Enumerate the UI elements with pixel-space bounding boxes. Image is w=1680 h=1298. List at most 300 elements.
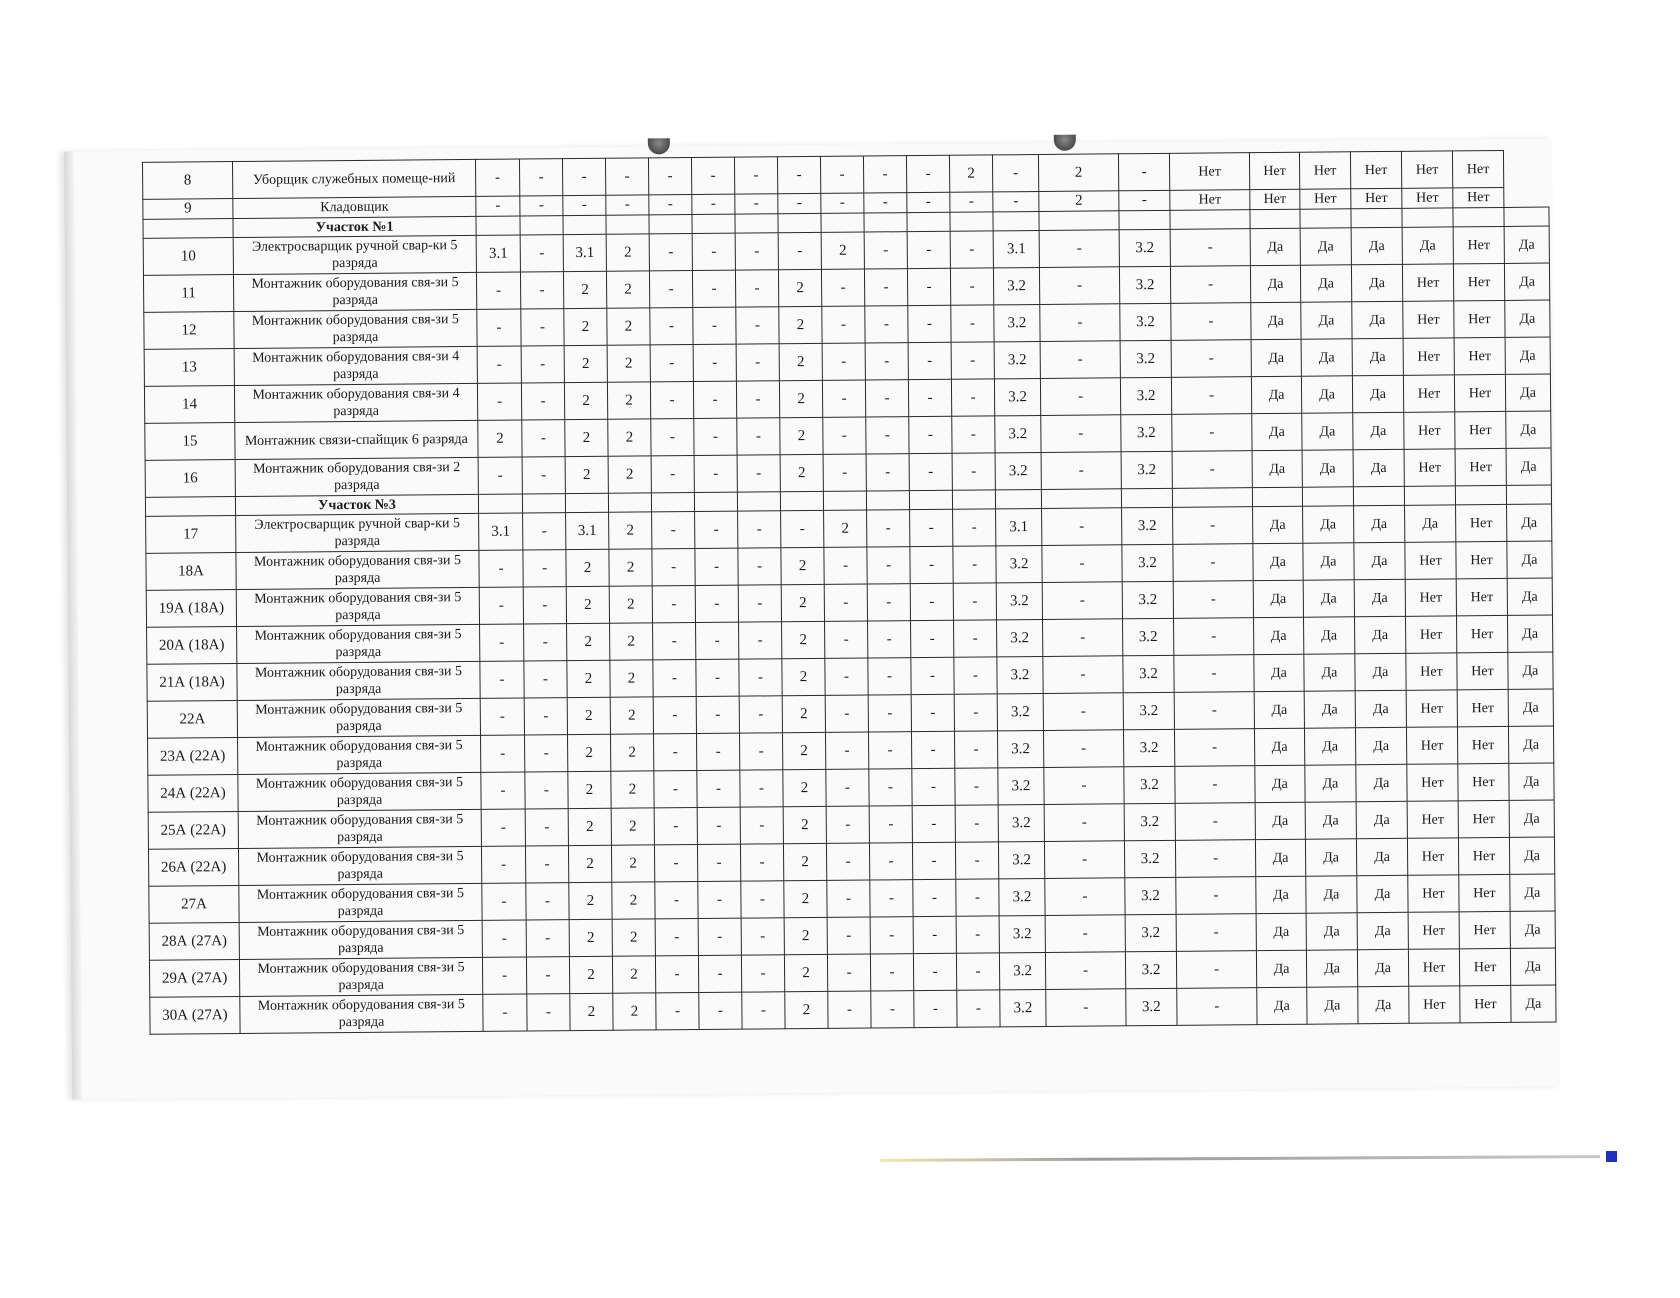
factor-class-cell: 3.2	[1121, 451, 1172, 488]
factor-class-cell: -	[912, 805, 955, 842]
factor-class-cell: -	[738, 585, 781, 622]
factor-class-cell: -	[1171, 340, 1251, 378]
factor-class-cell: -	[521, 346, 564, 383]
yes-no-cell: Да	[1508, 726, 1553, 763]
empty-cell	[1455, 485, 1506, 504]
empty-cell	[866, 491, 909, 510]
empty-cell	[1351, 208, 1402, 227]
yes-no-cell: Нет	[1455, 411, 1506, 448]
position-name: Монтажник оборудования свя-зи 5 разряда	[239, 883, 482, 922]
factor-class-cell: -	[525, 735, 568, 772]
empty-cell	[478, 494, 522, 513]
yes-no-cell: Да	[1356, 838, 1407, 875]
factor-class-cell: 3.2	[1125, 914, 1176, 951]
factor-class-cell: -	[908, 379, 951, 416]
factor-class-cell: 2	[609, 549, 652, 586]
factor-class-cell: 2	[566, 586, 609, 623]
yes-no-cell: Да	[1257, 987, 1307, 1024]
factor-class-cell: -	[479, 550, 523, 587]
factor-class-cell: -	[909, 416, 952, 453]
yes-no-cell: Нет	[1458, 800, 1509, 837]
factor-class-cell: -	[735, 233, 778, 270]
factor-class-cell: -	[693, 344, 736, 381]
yes-no-cell: Нет	[1457, 726, 1508, 763]
factor-class-cell: -	[655, 956, 698, 993]
yes-no-cell: Да	[1306, 950, 1357, 987]
factor-class-cell: -	[1041, 452, 1121, 490]
factor-class-cell: -	[605, 158, 648, 195]
factor-class-cell: -	[735, 270, 778, 307]
factor-class-cell: 2	[569, 956, 612, 993]
yes-no-cell: Да	[1505, 337, 1550, 374]
factor-class-cell: 2	[1039, 191, 1119, 212]
factor-class-cell: -	[695, 511, 738, 548]
factor-class-cell: 3.1	[996, 508, 1042, 545]
factor-class-cell: 2	[781, 584, 824, 621]
yes-no-cell: Да	[1305, 802, 1356, 839]
factor-class-cell: 2	[784, 880, 827, 917]
factor-class-cell: -	[519, 159, 562, 196]
row-number: 24А (22А)	[148, 775, 238, 813]
factor-class-cell: 2	[567, 660, 610, 697]
factor-class-cell: 3.2	[996, 582, 1042, 619]
yes-no-cell: Нет	[1457, 652, 1508, 689]
empty-cell	[692, 214, 735, 233]
factor-class-cell: -	[825, 621, 868, 658]
factor-class-cell: -	[520, 235, 563, 272]
factor-class-cell: -	[1170, 266, 1250, 304]
yes-no-cell: Нет	[1169, 153, 1249, 191]
factor-class-cell: 2	[567, 623, 610, 660]
position-name: Монтажник оборудования свя-зи 5 разряда	[240, 994, 483, 1033]
factor-class-cell: -	[781, 510, 824, 547]
factor-class-cell: -	[906, 155, 949, 192]
yes-no-cell: Нет	[1300, 189, 1351, 209]
factor-class-cell: -	[736, 344, 779, 381]
factor-class-cell: -	[698, 918, 741, 955]
factor-class-cell: 3.1	[479, 513, 523, 550]
yes-no-cell: Да	[1506, 411, 1551, 448]
yes-no-cell: Нет	[1406, 653, 1457, 690]
yes-no-cell: Да	[1405, 505, 1456, 542]
factor-class-cell: -	[738, 511, 781, 548]
factor-class-cell: -	[1040, 378, 1120, 416]
factor-class-cell: -	[479, 587, 523, 624]
yes-no-cell: Нет	[1403, 301, 1454, 338]
factor-class-cell: -	[692, 194, 735, 214]
factor-class-cell: -	[522, 457, 565, 494]
factor-class-cell: -	[1043, 693, 1123, 731]
factor-class-cell: -	[655, 882, 698, 919]
factor-class-cell: -	[950, 192, 993, 212]
factor-class-cell: -	[827, 954, 870, 991]
yes-no-cell: Да	[1354, 505, 1405, 542]
factor-class-cell: 2	[564, 382, 607, 419]
factor-class-cell: 3.2	[1125, 951, 1176, 988]
factor-class-cell: -	[523, 513, 566, 550]
yes-no-cell: Нет	[1402, 264, 1453, 301]
yes-no-cell: Нет	[1299, 152, 1350, 189]
factor-class-cell: 2	[567, 734, 610, 771]
row-number: 13	[144, 349, 234, 387]
factor-class-cell: -	[526, 957, 569, 994]
factor-class-cell: -	[826, 806, 869, 843]
factor-class-cell: -	[1042, 582, 1122, 620]
scan-marker-icon	[1606, 1151, 1617, 1162]
factor-class-cell: -	[699, 992, 742, 1029]
empty-cell	[1353, 486, 1404, 505]
yes-no-cell: Нет	[1408, 875, 1459, 912]
factor-class-cell: -	[868, 732, 911, 769]
yes-no-cell: Нет	[1249, 152, 1299, 189]
factor-class-cell: -	[911, 657, 954, 694]
factor-class-cell: 2	[570, 993, 613, 1030]
yes-no-cell: Да	[1352, 301, 1403, 338]
factor-class-cell: -	[475, 159, 519, 196]
factor-class-cell: -	[950, 231, 993, 268]
yes-no-cell: Да	[1306, 913, 1357, 950]
factor-class-cell: 2	[608, 419, 651, 456]
empty-cell	[823, 491, 866, 510]
factor-class-cell: -	[654, 845, 697, 882]
factor-class-cell: 2	[1038, 154, 1118, 192]
factor-class-cell: -	[652, 512, 695, 549]
position-name: Монтажник оборудования свя-зи 5 разряда	[239, 957, 482, 996]
yes-no-cell: Нет	[1459, 948, 1510, 985]
factor-class-cell: -	[653, 697, 696, 734]
section-number-cell	[143, 219, 233, 239]
factor-class-cell: -	[953, 546, 996, 583]
factor-class-cell: 2	[782, 732, 825, 769]
yes-no-cell: Нет	[1454, 337, 1505, 374]
yes-no-cell: Нет	[1405, 542, 1456, 579]
factor-class-cell: 2	[568, 771, 611, 808]
empty-cell	[565, 493, 608, 512]
factor-class-cell: 2	[785, 991, 828, 1028]
factor-class-cell: 2	[567, 697, 610, 734]
position-name: Монтажник оборудования свя-зи 4 разряда	[234, 383, 477, 422]
factor-class-cell: 2	[610, 623, 653, 660]
factor-class-cell: -	[907, 192, 950, 212]
position-name: Монтажник оборудования свя-зи 5 разряда	[237, 624, 480, 663]
factor-class-cell: 2	[778, 269, 821, 306]
factor-class-cell: -	[866, 417, 909, 454]
row-number: 9	[143, 199, 233, 220]
yes-no-cell: Да	[1504, 226, 1549, 263]
factor-class-cell: -	[694, 418, 737, 455]
factor-class-cell: 2	[612, 882, 655, 919]
factor-class-cell: -	[481, 809, 525, 846]
factor-class-cell: -	[696, 622, 739, 659]
factor-class-cell: -	[741, 881, 784, 918]
factor-class-cell: 2	[779, 343, 822, 380]
yes-no-cell: Нет	[1406, 727, 1457, 764]
factor-class-cell: 3.2	[1119, 266, 1170, 303]
factor-class-cell: 3.2	[1122, 544, 1173, 581]
factor-class-cell: -	[482, 883, 526, 920]
factor-class-cell: -	[652, 586, 695, 623]
position-name: Монтажник оборудования свя-зи 5 разряда	[236, 587, 479, 626]
row-number: 21А (18А)	[147, 664, 237, 702]
factor-class-cell: -	[828, 991, 871, 1028]
factor-class-cell: -	[523, 587, 566, 624]
factor-class-cell: 3.2	[996, 545, 1042, 582]
factor-class-cell: -	[869, 806, 912, 843]
factor-class-cell: -	[737, 455, 780, 492]
factor-class-cell: -	[865, 306, 908, 343]
empty-cell	[651, 493, 694, 512]
empty-cell	[1300, 209, 1351, 228]
factor-class-cell: 3.2	[1126, 988, 1177, 1025]
position-name: Монтажник оборудования свя-зи 5 разряда	[238, 809, 481, 848]
row-number: 20А (18А)	[147, 627, 237, 665]
factor-class-cell: 3.2	[1121, 414, 1172, 451]
factor-class-cell: -	[697, 844, 740, 881]
yes-no-cell: Да	[1251, 302, 1301, 339]
factor-class-cell: 2	[607, 308, 650, 345]
factor-class-cell: 2	[566, 549, 609, 586]
factor-class-cell: -	[914, 990, 957, 1027]
factor-class-cell: -	[992, 155, 1038, 192]
factor-class-cell: 2	[949, 155, 992, 192]
yes-no-cell: Да	[1307, 987, 1358, 1024]
factor-class-cell: 3.2	[997, 619, 1043, 656]
factor-class-cell: -	[954, 694, 997, 731]
factor-class-cell: -	[482, 920, 526, 957]
factor-class-cell: -	[696, 696, 739, 733]
factor-class-cell: -	[867, 584, 910, 621]
empty-cell	[1250, 209, 1300, 228]
factor-class-cell: -	[476, 272, 520, 309]
factor-class-cell: 3.2	[994, 378, 1040, 415]
factor-class-cell: -	[695, 548, 738, 585]
factor-class-cell: 2	[609, 512, 652, 549]
row-number: 16	[145, 460, 235, 498]
factor-class-cell: -	[1045, 952, 1125, 990]
factor-class-cell: -	[521, 383, 564, 420]
factor-class-cell: -	[778, 232, 821, 269]
factor-class-cell: -	[523, 550, 566, 587]
factor-class-cell: -	[1044, 841, 1124, 879]
factor-class-cell: -	[911, 620, 954, 657]
factor-class-cell: -	[741, 955, 784, 992]
factor-class-cell: -	[955, 805, 998, 842]
yes-no-cell: Да	[1253, 506, 1303, 543]
factor-class-cell: -	[695, 585, 738, 622]
empty-cell	[1121, 488, 1172, 507]
yes-no-cell: Нет	[1405, 579, 1456, 616]
factor-class-cell: -	[562, 158, 605, 195]
yes-no-cell: Да	[1256, 913, 1306, 950]
factor-class-cell: -	[955, 768, 998, 805]
empty-cell	[1119, 210, 1170, 229]
factor-class-cell: -	[822, 343, 865, 380]
factor-class-cell: -	[524, 624, 567, 661]
empty-cell	[1039, 211, 1119, 231]
factor-class-cell: -	[692, 233, 735, 270]
factor-class-cell: -	[477, 346, 521, 383]
factor-class-cell: -	[912, 842, 955, 879]
yes-no-cell: Да	[1302, 413, 1353, 450]
factor-class-cell: -	[908, 342, 951, 379]
factor-class-cell: -	[648, 158, 691, 195]
factor-class-cell: -	[1176, 877, 1256, 915]
factor-class-cell: -	[654, 771, 697, 808]
factor-class-cell: -	[478, 457, 522, 494]
position-name: Монтажник оборудования свя-зи 5 разряда	[238, 772, 481, 811]
factor-class-cell: -	[1039, 267, 1119, 305]
factor-class-cell: -	[739, 696, 782, 733]
yes-no-cell: Да	[1357, 875, 1408, 912]
yes-no-cell: Да	[1255, 765, 1305, 802]
factor-class-cell: -	[649, 234, 692, 271]
factor-class-cell: -	[953, 583, 996, 620]
yes-no-cell: Нет	[1454, 374, 1505, 411]
factor-class-cell: -	[908, 305, 951, 342]
factor-class-cell: 2	[607, 382, 650, 419]
factor-class-cell: -	[910, 583, 953, 620]
factor-class-cell: -	[649, 271, 692, 308]
factor-class-cell: -	[910, 509, 953, 546]
factor-class-cell: -	[993, 192, 1039, 212]
yes-no-cell: Нет	[1404, 412, 1455, 449]
factor-class-cell: -	[739, 659, 782, 696]
scan-edge-line	[880, 1155, 1600, 1162]
factor-class-cell: -	[1040, 304, 1120, 342]
row-number: 29А (27А)	[149, 960, 239, 998]
empty-cell	[649, 215, 692, 234]
position-name: Монтажник оборудования свя-зи 5 разряда	[239, 920, 482, 959]
yes-no-cell: Нет	[1404, 449, 1455, 486]
factor-class-cell: -	[825, 732, 868, 769]
section-number-cell	[145, 497, 235, 517]
empty-cell	[909, 490, 952, 509]
factor-class-cell: 2	[565, 419, 608, 456]
factor-class-cell: -	[737, 418, 780, 455]
yes-no-cell: Нет	[1452, 150, 1503, 187]
yes-no-cell: Нет	[1402, 188, 1453, 208]
yes-no-cell: Да	[1305, 765, 1356, 802]
document-sheet	[64, 139, 1560, 1100]
row-number: 28А (27А)	[149, 923, 239, 961]
factor-class-cell: 2	[565, 456, 608, 493]
yes-no-cell: Да	[1253, 580, 1303, 617]
yes-no-cell: Да	[1351, 264, 1402, 301]
factor-class-cell: -	[865, 380, 908, 417]
factor-class-cell: -	[864, 269, 907, 306]
yes-no-cell: Да	[1304, 728, 1355, 765]
factor-class-cell: -	[739, 733, 782, 770]
position-name: Монтажник оборудования свя-зи 5 разряда	[237, 698, 480, 737]
factor-class-cell: -	[477, 309, 521, 346]
factor-class-cell: -	[952, 416, 995, 453]
factor-class-cell: -	[483, 994, 527, 1031]
factor-class-cell: -	[736, 307, 779, 344]
factor-class-cell: -	[653, 660, 696, 697]
yes-no-cell: Да	[1302, 450, 1353, 487]
row-number: 26А (22А)	[148, 849, 238, 887]
yes-no-cell: Да	[1508, 689, 1553, 726]
factor-class-cell: -	[1175, 840, 1255, 878]
factor-class-cell: 2	[606, 234, 649, 271]
row-number: 8	[142, 162, 232, 200]
empty-cell	[522, 494, 565, 513]
yes-no-cell: Нет	[1453, 187, 1504, 207]
factor-class-cell: -	[525, 809, 568, 846]
yes-no-cell: Да	[1506, 448, 1551, 485]
factor-class-cell: -	[563, 195, 606, 215]
factor-class-cell: -	[867, 547, 910, 584]
factor-class-cell: -	[911, 694, 954, 731]
yes-no-cell: Да	[1253, 543, 1303, 580]
position-name: Монтажник оборудования свя-зи 4 разряда	[234, 346, 477, 385]
factor-class-cell: -	[522, 420, 565, 457]
factor-class-cell: -	[954, 657, 997, 694]
factor-class-cell: -	[950, 268, 993, 305]
factor-class-cell: 2	[569, 882, 612, 919]
yes-no-cell: Да	[1509, 763, 1554, 800]
factor-class-cell: -	[1174, 692, 1254, 730]
yes-no-cell: Нет	[1409, 986, 1460, 1023]
factor-class-cell: -	[650, 345, 693, 382]
factor-class-cell: -	[822, 306, 865, 343]
factor-class-cell: -	[480, 624, 524, 661]
yes-no-cell: Да	[1505, 300, 1550, 337]
factor-class-cell: 2	[610, 697, 653, 734]
factor-class-cell: -	[650, 308, 693, 345]
factor-class-cell: -	[868, 621, 911, 658]
position-name: Электросварщик ручной свар-ки 5 разряда	[236, 513, 479, 552]
factor-class-cell: -	[913, 953, 956, 990]
factor-class-cell: -	[826, 843, 869, 880]
yes-no-cell: Нет	[1350, 151, 1401, 188]
factor-class-cell: 2	[568, 808, 611, 845]
factor-class-cell: -	[692, 270, 735, 307]
yes-no-cell: Да	[1250, 228, 1300, 265]
empty-cell	[520, 216, 563, 235]
yes-no-cell: Да	[1507, 578, 1552, 615]
position-name: Монтажник оборудования свя-зи 2 разряда	[235, 457, 478, 496]
yes-no-cell: Да	[1301, 339, 1352, 376]
factor-class-cell: 3.1	[566, 512, 609, 549]
factor-class-cell: 2	[611, 771, 654, 808]
factor-class-cell: 2	[478, 420, 522, 457]
position-name: Монтажник оборудования свя-зи 5 разряда	[234, 309, 477, 348]
factor-class-cell: 3.2	[1119, 229, 1170, 266]
row-number: 17	[146, 516, 236, 554]
factor-class-cell: -	[951, 379, 994, 416]
yes-no-cell: Да	[1358, 986, 1409, 1023]
factor-class-cell: 3.2	[1122, 507, 1173, 544]
factor-class-cell: -	[911, 731, 954, 768]
factor-class-cell: -	[1176, 914, 1256, 952]
factor-class-cell: 3.2	[1120, 377, 1171, 414]
row-number: 10	[143, 238, 233, 276]
binder-clip-icon	[648, 138, 670, 154]
yes-no-cell: Да	[1510, 874, 1555, 911]
factor-class-cell: -	[821, 269, 864, 306]
factor-class-cell: -	[740, 807, 783, 844]
yes-no-cell: Да	[1507, 541, 1552, 578]
factor-class-cell: -	[821, 193, 864, 213]
factor-class-cell: -	[871, 991, 914, 1028]
yes-no-cell: Да	[1354, 579, 1405, 616]
factor-class-cell: 3.2	[994, 305, 1040, 342]
factor-class-cell: -	[1118, 153, 1169, 190]
yes-no-cell: Да	[1353, 412, 1404, 449]
yes-no-cell: Нет	[1406, 690, 1457, 727]
factor-class-cell: 3.2	[1124, 840, 1175, 877]
